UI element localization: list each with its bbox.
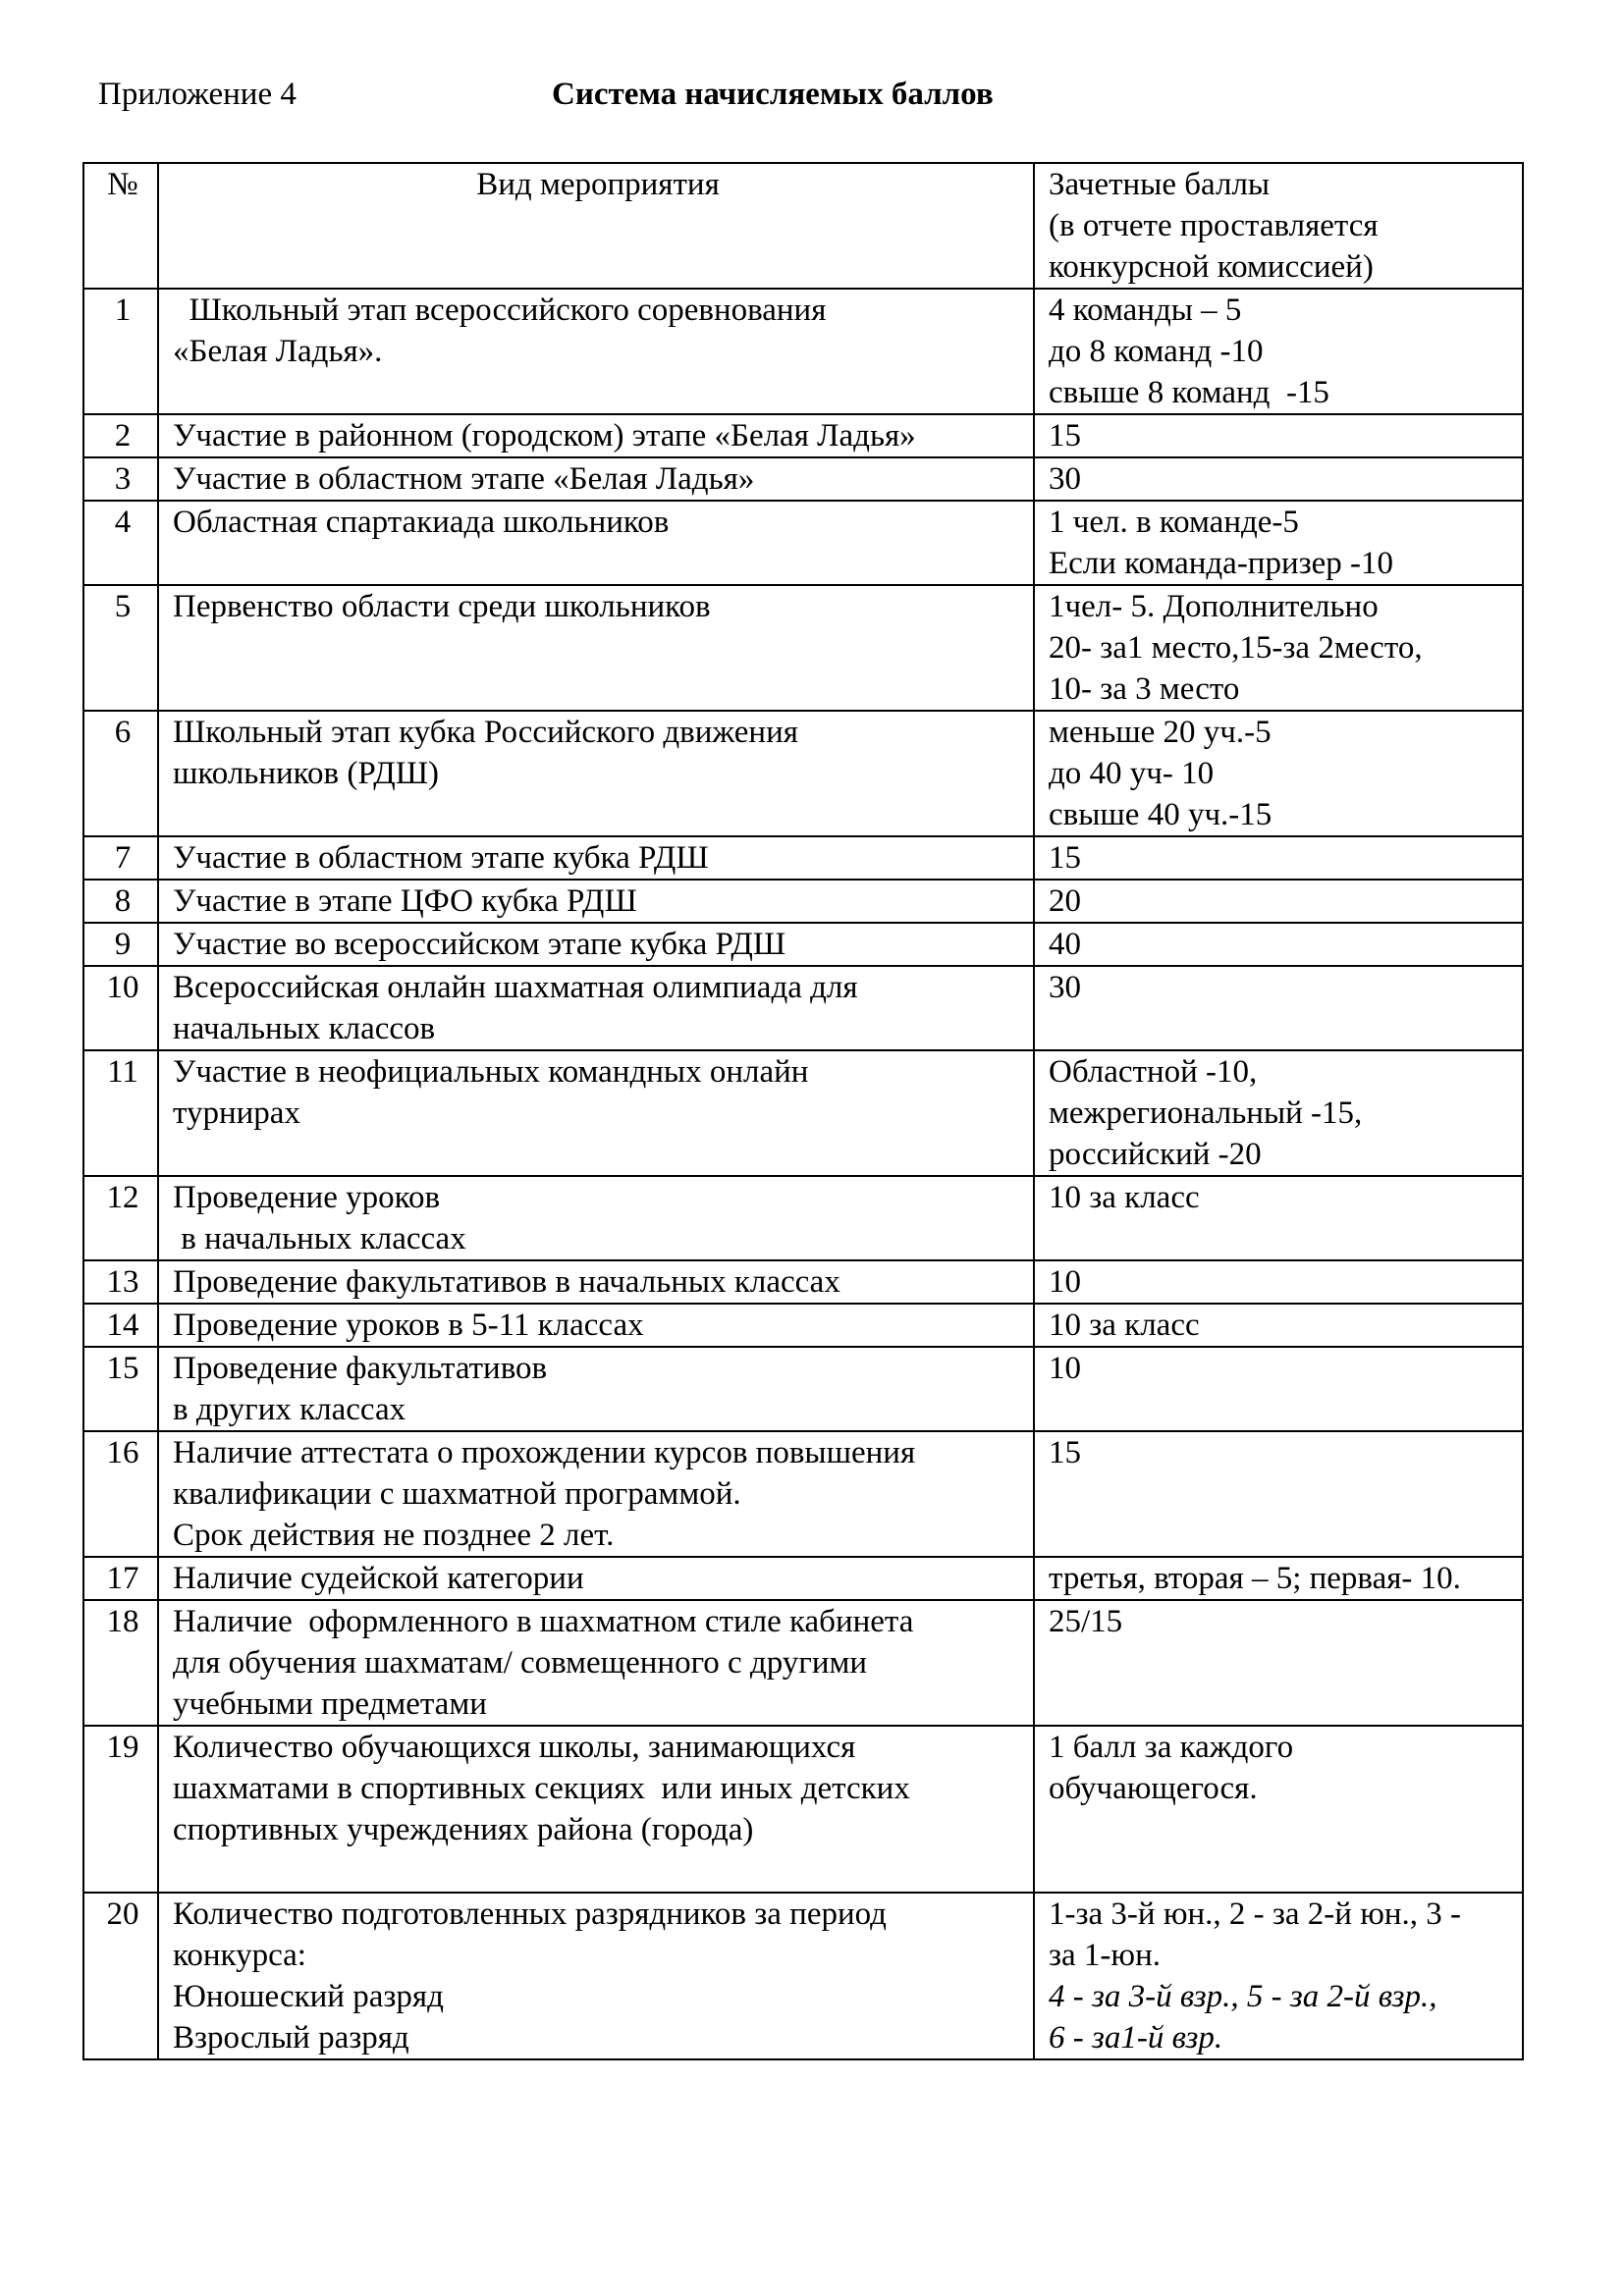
event-cell xyxy=(158,585,1034,711)
points-cell xyxy=(1034,923,1523,966)
event-line: Участие в этапе ЦФО кубка РДШ xyxy=(173,883,637,919)
points-cell xyxy=(1034,457,1523,501)
row-number-cell: 3 xyxy=(83,457,158,501)
points-line-italic: 4 - за 3-й взр., 5 - за 2-й взр., xyxy=(1049,1979,1437,2014)
row-number-cell: 12 xyxy=(83,1176,158,1260)
event-cell xyxy=(158,836,1034,880)
row-number-cell: 18 xyxy=(83,1600,158,1726)
table-row xyxy=(83,289,1523,414)
points-line-italic: 6 - за1-й взр. xyxy=(1049,2020,1223,2056)
event-cell xyxy=(158,923,1034,966)
event-cell xyxy=(158,711,1034,836)
points-line: 25/15 xyxy=(1049,1604,1123,1639)
row-number-cell: 15 xyxy=(83,1347,158,1431)
row-number-cell: 19 xyxy=(83,1726,158,1893)
points-line: российский -20 xyxy=(1049,1137,1262,1172)
points-cell xyxy=(1034,1050,1523,1176)
appendix-label: Приложение 4 xyxy=(98,77,297,112)
points-line: 10- за 3 место xyxy=(1049,671,1240,707)
table-row xyxy=(83,585,1523,711)
event-cell xyxy=(158,880,1034,923)
points-cell xyxy=(1034,1557,1523,1600)
row-number-cell: 20 xyxy=(83,1893,158,2059)
row-number-cell: 2 xyxy=(83,414,158,457)
event-line: Проведение уроков в 5-11 классах xyxy=(173,1308,644,1343)
event-line: Количество подготовленных разрядников за период xyxy=(173,1896,887,1932)
points-cell xyxy=(1034,711,1523,836)
table-header-row xyxy=(83,163,1523,289)
points-cell xyxy=(1034,1176,1523,1260)
event-line: квалификации с шахматной программой. xyxy=(173,1476,741,1512)
event-cell xyxy=(158,1893,1034,2059)
event-cell xyxy=(158,966,1034,1050)
event-line: Наличие оформленного в шахматном стиле кабинета xyxy=(173,1604,914,1639)
points-line: за 1-юн. xyxy=(1049,1938,1161,1973)
row-number-cell: 14 xyxy=(83,1304,158,1347)
table-row xyxy=(83,711,1523,836)
points-line: 1-за 3-й юн., 2 - за 2-й юн., 3 - xyxy=(1049,1896,1462,1932)
points-cell xyxy=(1034,501,1523,585)
event-line: Срок действия не позднее 2 лет. xyxy=(173,1518,615,1553)
points-cell xyxy=(1034,1347,1523,1431)
event-line: для обучения шахматам/ совмещенного с другими xyxy=(173,1645,868,1681)
event-line: «Белая Ладья». xyxy=(173,334,383,369)
event-line xyxy=(173,1850,1023,1892)
event-line: в других классах xyxy=(173,1392,406,1427)
points-line: меньше 20 уч.-5 xyxy=(1049,715,1272,750)
event-cell xyxy=(158,289,1034,414)
points-line: 40 xyxy=(1049,927,1081,962)
row-number-cell: 4 xyxy=(83,501,158,585)
points-cell xyxy=(1034,414,1523,457)
document-header xyxy=(98,77,1522,126)
points-line: 4 команды – 5 xyxy=(1049,293,1242,328)
table-row xyxy=(83,457,1523,501)
table-row xyxy=(83,414,1523,457)
row-number-cell: 1 xyxy=(83,289,158,414)
table-row xyxy=(83,1893,1523,2059)
header-event-cell: Вид мероприятия xyxy=(158,163,1034,289)
event-line: Взрослый разряд xyxy=(173,2020,409,2056)
table-row xyxy=(83,880,1523,923)
event-cell xyxy=(158,1304,1034,1347)
table-row xyxy=(83,966,1523,1050)
event-line: Наличие аттестата о прохождении курсов повышения xyxy=(173,1435,916,1470)
table-row xyxy=(83,1557,1523,1600)
points-line: 20- за1 место,15-за 2место, xyxy=(1049,630,1423,666)
table-row xyxy=(83,836,1523,880)
points-line: до 40 уч- 10 xyxy=(1049,756,1215,791)
header-points-line: конкурсной комиссией) xyxy=(1049,249,1374,285)
points-line: Областной -10, xyxy=(1049,1054,1258,1090)
points-cell xyxy=(1034,836,1523,880)
points-line: до 8 команд -10 xyxy=(1049,334,1264,369)
event-cell xyxy=(158,1176,1034,1260)
event-line: конкурса: xyxy=(173,1938,306,1973)
points-line: 15 xyxy=(1049,840,1081,876)
event-line: турнирах xyxy=(173,1095,300,1131)
table-row xyxy=(83,1600,1523,1726)
points-line: Если команда-призер -10 xyxy=(1049,546,1394,581)
event-line: шахматами в спортивных секциях или иных детских xyxy=(173,1771,910,1806)
event-cell xyxy=(158,1726,1034,1893)
points-line: 10 за класс xyxy=(1049,1180,1200,1215)
event-line: Участие в районном (городском) этапе «Белая Ладья» xyxy=(173,418,916,454)
event-line: Участие в областном этапе «Белая Ладья» xyxy=(173,461,755,497)
points-cell xyxy=(1034,880,1523,923)
event-line: Участие в неофициальных командных онлайн xyxy=(173,1054,809,1090)
points-line: свыше 40 уч.-15 xyxy=(1049,797,1272,832)
event-line: учебными предметами xyxy=(173,1686,487,1722)
table-row xyxy=(83,1176,1523,1260)
event-line: Школьный этап кубка Российского движения xyxy=(173,715,798,750)
points-line: межрегиональный -15, xyxy=(1049,1095,1363,1131)
event-cell xyxy=(158,501,1034,585)
table-row xyxy=(83,1304,1523,1347)
points-line: 10 за класс xyxy=(1049,1308,1200,1343)
event-cell xyxy=(158,1431,1034,1557)
points-line: 15 xyxy=(1049,1435,1081,1470)
points-cell xyxy=(1034,1726,1523,1893)
points-line: 30 xyxy=(1049,970,1081,1005)
points-cell xyxy=(1034,1260,1523,1304)
event-line: Проведение факультативов в начальных классах xyxy=(173,1264,840,1300)
points-line: обучающегося. xyxy=(1049,1771,1258,1806)
points-cell xyxy=(1034,966,1523,1050)
table-row xyxy=(83,1347,1523,1431)
points-table xyxy=(82,162,1524,2060)
points-line: 15 xyxy=(1049,418,1081,454)
row-number-cell: 11 xyxy=(83,1050,158,1176)
points-cell xyxy=(1034,1304,1523,1347)
row-number-cell: 6 xyxy=(83,711,158,836)
points-line: 30 xyxy=(1049,461,1081,497)
event-line: Проведение уроков xyxy=(173,1180,441,1215)
points-line: 10 xyxy=(1049,1351,1081,1386)
points-cell xyxy=(1034,1431,1523,1557)
event-line: в начальных классах xyxy=(173,1221,466,1256)
row-number-cell: 5 xyxy=(83,585,158,711)
table-row xyxy=(83,1260,1523,1304)
table-row xyxy=(83,923,1523,966)
header-points-line: (в отчете проставляется xyxy=(1049,208,1379,243)
row-number-cell: 13 xyxy=(83,1260,158,1304)
event-line: спортивных учреждениях района (города) xyxy=(173,1812,754,1847)
event-cell xyxy=(158,457,1034,501)
event-cell xyxy=(158,1347,1034,1431)
table-row xyxy=(83,1050,1523,1176)
points-cell xyxy=(1034,585,1523,711)
header-points-cell xyxy=(1034,163,1523,289)
row-number-cell: 16 xyxy=(83,1431,158,1557)
event-line: Проведение факультативов xyxy=(173,1351,548,1386)
event-line: Школьный этап всероссийского соревнования xyxy=(173,293,827,328)
document-title: Система начисляемых баллов xyxy=(552,77,994,112)
points-line: третья, вторая – 5; первая- 10. xyxy=(1049,1561,1461,1596)
event-cell xyxy=(158,1557,1034,1600)
event-line: Областная спартакиада школьников xyxy=(173,505,670,540)
header-points-line: Зачетные баллы xyxy=(1049,167,1271,202)
points-line: 1 чел. в команде-5 xyxy=(1049,505,1299,540)
event-line: Участие в областном этапе кубка РДШ xyxy=(173,840,709,876)
event-line: Юношеский разряд xyxy=(173,1979,444,2014)
points-line: свыше 8 команд -15 xyxy=(1049,375,1329,410)
event-cell xyxy=(158,1600,1034,1726)
table-row xyxy=(83,1431,1523,1557)
row-number-cell: 8 xyxy=(83,880,158,923)
event-line: Количество обучающихся школы, занимающихся xyxy=(173,1730,856,1765)
points-cell xyxy=(1034,1600,1523,1726)
points-line: 10 xyxy=(1049,1264,1081,1300)
points-cell xyxy=(1034,289,1523,414)
header-number-cell: № xyxy=(83,163,158,289)
event-line: Первенство области среди школьников xyxy=(173,589,711,624)
table-row xyxy=(83,501,1523,585)
points-cell xyxy=(1034,1893,1523,2059)
event-line: начальных классов xyxy=(173,1011,436,1046)
row-number-cell: 10 xyxy=(83,966,158,1050)
event-line: школьников (РДШ) xyxy=(173,756,440,791)
event-cell xyxy=(158,1260,1034,1304)
event-cell xyxy=(158,414,1034,457)
event-line: Всероссийская онлайн шахматная олимпиада для xyxy=(173,970,858,1005)
row-number-cell: 9 xyxy=(83,923,158,966)
row-number-cell: 17 xyxy=(83,1557,158,1600)
table-row xyxy=(83,1726,1523,1893)
row-number-cell: 7 xyxy=(83,836,158,880)
event-cell xyxy=(158,1050,1034,1176)
points-line: 20 xyxy=(1049,883,1081,919)
points-line: 1 балл за каждого xyxy=(1049,1730,1294,1765)
event-line: Наличие судейской категории xyxy=(173,1561,584,1596)
event-line: Участие во всероссийском этапе кубка РДШ xyxy=(173,927,786,962)
points-line: 1чел- 5. Дополнительно xyxy=(1049,589,1379,624)
